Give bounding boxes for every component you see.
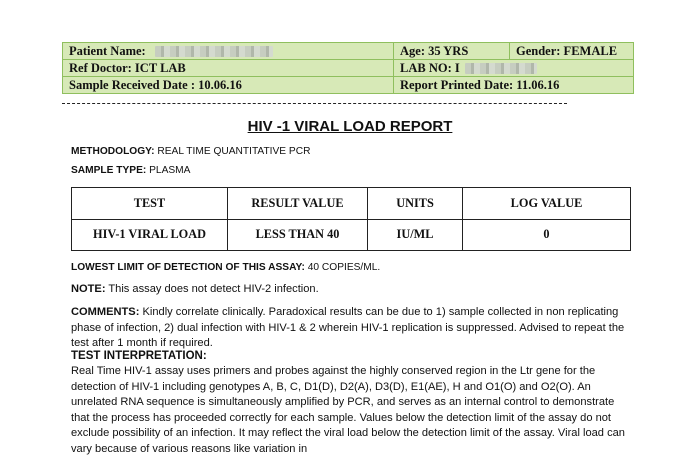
interpretation-text: Real Time HIV-1 assay uses primers and probes against the highly conserved region in the Ltr gene for the detection of HIV-1 including genotypes A, B, C, D1(D), D2(A), D3(D), E1(AE), H and O1(O) and O2(O). An unrelated RNA sequence is simultaneously amplified by PCR, and serves as an internal control to demonstrate that the process has proceeded correctly for each sample. Values below the detection limit of the assay do not exclude possibility of an infection. It may reflect the viral load below the detection limit of the assay. Viral load can vary because of various reasons like variation in	[71, 365, 625, 455]
table-row	[72, 219, 631, 251]
ref-doctor-cell: Ref Doctor: ICT LAB	[63, 60, 394, 77]
results-table	[71, 187, 631, 251]
sample-received-cell: Sample Received Date : 10.06.16	[63, 77, 394, 94]
lowest-limit-value: 40 COPIES/ML.	[304, 262, 381, 273]
col-header-test: TEST	[72, 188, 228, 220]
methodology-line	[71, 146, 310, 157]
col-header-units: UNITS	[368, 188, 463, 220]
lab-no-label: LAB NO: I	[400, 60, 460, 75]
lab-no-redacted	[465, 63, 537, 74]
col-header-log: LOG VALUE	[463, 188, 631, 220]
methodology-label: METHODOLOGY:	[71, 146, 155, 157]
lowest-limit-label: LOWEST LIMIT OF DETECTION OF THIS ASSAY:	[71, 262, 305, 273]
lowest-limit-line	[71, 262, 380, 273]
results-header-row	[72, 188, 631, 220]
cell-log: 0	[463, 219, 631, 251]
report-printed-cell: Report Printed Date: 11.06.16	[394, 77, 634, 94]
patient-header-table	[62, 42, 634, 94]
col-header-result: RESULT VALUE	[228, 188, 368, 220]
sample-type-label: SAMPLE TYPE:	[71, 165, 147, 176]
patient-name-label: Patient Name:	[69, 43, 146, 58]
sample-type-line	[71, 165, 190, 176]
note-line	[71, 282, 629, 298]
comments-paragraph	[71, 305, 629, 352]
age-cell: Age: 35 YRS	[394, 43, 510, 60]
comments-text: Kindly correlate clinically. Paradoxical results can be due to 1) sample collected in non replicating phase of infection, 2) dual infection with HIV-1 & 2 wherein HIV-1 replication is suppressed. Advised to repeat the test after 1 month if required.	[71, 306, 625, 349]
comments-label: COMMENTS:	[71, 306, 140, 318]
cell-units: IU/ML	[368, 219, 463, 251]
gender-cell: Gender: FEMALE	[510, 43, 634, 60]
interpretation-paragraph	[71, 364, 629, 457]
cell-result: LESS THAN 40	[228, 219, 368, 251]
note-text: This assay does not detect HIV-2 infection.	[105, 283, 319, 295]
note-label: NOTE:	[71, 283, 106, 295]
methodology-value: REAL TIME QUANTITATIVE PCR	[154, 146, 311, 157]
dashed-divider	[62, 103, 567, 104]
cell-test: HIV-1 VIRAL LOAD	[72, 219, 228, 251]
patient-name-redacted	[155, 46, 273, 57]
interpretation-heading: TEST INTERPRETATION:	[71, 350, 207, 362]
patient-name-cell	[63, 43, 394, 60]
report-title: HIV -1 VIRAL LOAD REPORT	[247, 118, 453, 135]
sample-type-value: PLASMA	[146, 165, 191, 176]
lab-no-cell	[394, 60, 634, 77]
